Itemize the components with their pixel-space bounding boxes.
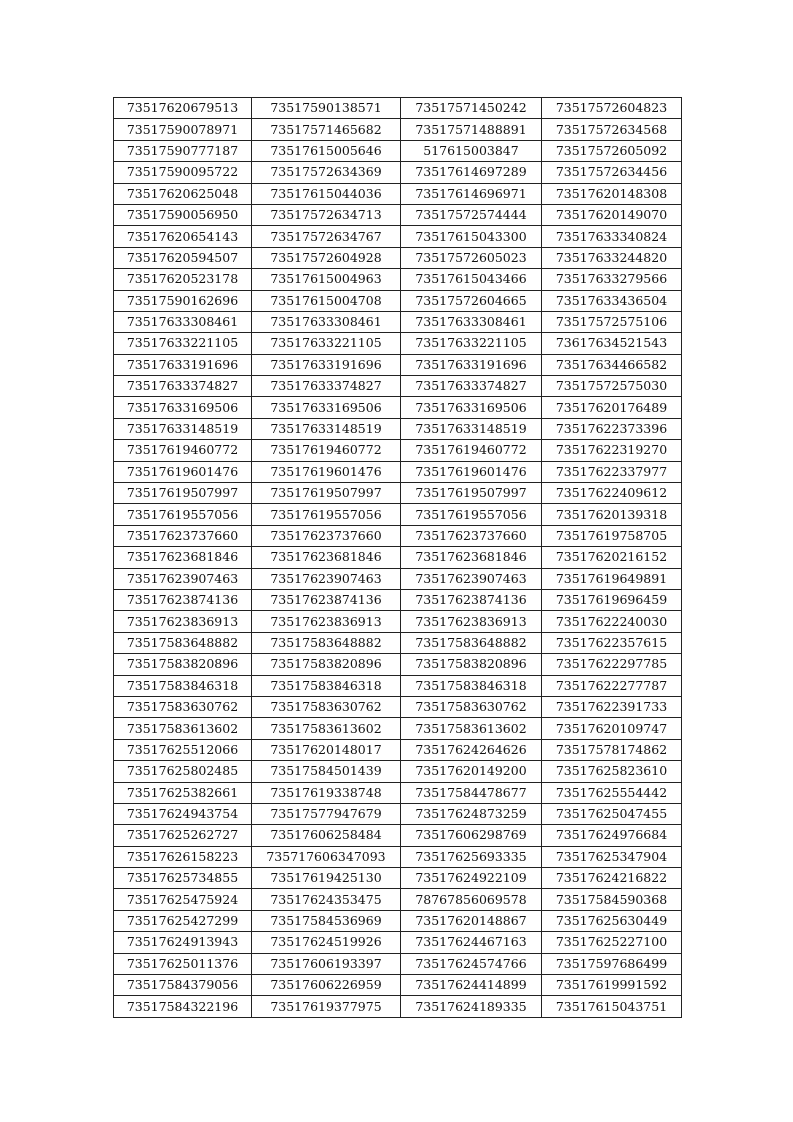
- table-cell: 73517583846318: [252, 675, 401, 696]
- table-row: [114, 119, 682, 140]
- table-cell: 73517624943754: [114, 803, 252, 824]
- table-cell: 73517626158223: [114, 846, 252, 867]
- table-cell: 73517615004963: [252, 269, 401, 290]
- table-cell: 73517571465682: [252, 119, 401, 140]
- table-cell: 73517615043300: [401, 226, 542, 247]
- table-cell: 73517634466582: [542, 354, 682, 375]
- table-cell: 73517624976684: [542, 825, 682, 846]
- table-cell: 73517619338748: [252, 782, 401, 803]
- table-cell: 73517615043466: [401, 269, 542, 290]
- table-cell: 73517625802485: [114, 761, 252, 782]
- table-cell: 73517615044036: [252, 183, 401, 204]
- table-row: [114, 632, 682, 653]
- table-cell: 73517619460772: [252, 440, 401, 461]
- table-cell: 73517623836913: [114, 611, 252, 632]
- table-cell: 73517622357615: [542, 632, 682, 653]
- table-row: [114, 418, 682, 439]
- table-row: [114, 226, 682, 247]
- table-cell: 73517583613602: [252, 718, 401, 739]
- table-cell: 73517622373396: [542, 418, 682, 439]
- table-cell: 73517583648882: [114, 632, 252, 653]
- table-cell: 73517619696459: [542, 589, 682, 610]
- table-cell: 73517625262727: [114, 825, 252, 846]
- table-row: [114, 483, 682, 504]
- table-cell: 73517619507997: [252, 483, 401, 504]
- table-cell: 73517623681846: [401, 547, 542, 568]
- table-row: [114, 739, 682, 760]
- table-cell: 73517624353475: [252, 889, 401, 910]
- table-cell: 73517625475924: [114, 889, 252, 910]
- tracking-number-table: [113, 97, 682, 1018]
- table-cell: 73517583630762: [114, 696, 252, 717]
- table-row: [114, 825, 682, 846]
- table-cell: 73517620594507: [114, 247, 252, 268]
- table-cell: 73517633191696: [401, 354, 542, 375]
- table-cell: 73517633191696: [114, 354, 252, 375]
- table-cell: 73517625734855: [114, 868, 252, 889]
- table-cell: 73517571450242: [401, 98, 542, 119]
- table-body: [114, 98, 682, 1018]
- table-cell: 73517623681846: [252, 547, 401, 568]
- table-row: [114, 376, 682, 397]
- table-cell: 73517633221105: [401, 333, 542, 354]
- table-cell: 73517606258484: [252, 825, 401, 846]
- table-cell: 73517583630762: [252, 696, 401, 717]
- table-row: [114, 547, 682, 568]
- table-cell: 73517619507997: [114, 483, 252, 504]
- table-row: [114, 654, 682, 675]
- table-cell: 73517615005646: [252, 140, 401, 161]
- table-cell: 73517619601476: [401, 461, 542, 482]
- table-cell: 73517624216822: [542, 868, 682, 889]
- table-cell: 73517619507997: [401, 483, 542, 504]
- table-cell: 73517625382661: [114, 782, 252, 803]
- table-cell: 73517583846318: [114, 675, 252, 696]
- table-row: [114, 140, 682, 161]
- table-cell: 73517620679513: [114, 98, 252, 119]
- table-cell: 735717606347093: [252, 846, 401, 867]
- table-cell: 73517623907463: [401, 568, 542, 589]
- table-cell: 73517583648882: [252, 632, 401, 653]
- table-cell: 73517625554442: [542, 782, 682, 803]
- table-cell: 73517619425130: [252, 868, 401, 889]
- table-cell: 73517619758705: [542, 525, 682, 546]
- table-cell: 73517633244820: [542, 247, 682, 268]
- table-row: [114, 975, 682, 996]
- table-cell: 517615003847: [401, 140, 542, 161]
- table-cell: 73517623907463: [252, 568, 401, 589]
- table-cell: 73517622240030: [542, 611, 682, 632]
- table-cell: 73517620654143: [114, 226, 252, 247]
- table-cell: 73517571488891: [401, 119, 542, 140]
- table-cell: 73517622391733: [542, 696, 682, 717]
- table-cell: 73517590078971: [114, 119, 252, 140]
- table-cell: 73517623874136: [114, 589, 252, 610]
- table-cell: 73517583820896: [252, 654, 401, 675]
- table-cell: 73517572605092: [542, 140, 682, 161]
- table-cell: 73517620148308: [542, 183, 682, 204]
- table-cell: 73517623874136: [252, 589, 401, 610]
- table-cell: 73517572575030: [542, 376, 682, 397]
- table-cell: 73517583820896: [114, 654, 252, 675]
- table-cell: 73517606298769: [401, 825, 542, 846]
- table-row: [114, 354, 682, 375]
- table-row: [114, 183, 682, 204]
- table-cell: 73517620139318: [542, 504, 682, 525]
- table-row: [114, 162, 682, 183]
- table-row: [114, 889, 682, 910]
- table-cell: 73517633374827: [114, 376, 252, 397]
- table-cell: 73517623907463: [114, 568, 252, 589]
- table-cell: 73517633148519: [114, 418, 252, 439]
- table-cell: 73517619377975: [252, 996, 401, 1017]
- table-cell: 73517590162696: [114, 290, 252, 311]
- table-cell: 73517620148017: [252, 739, 401, 760]
- table-row: [114, 846, 682, 867]
- table-cell: 73517590056950: [114, 204, 252, 225]
- table-cell: 73517623737660: [401, 525, 542, 546]
- table-cell: 73517623874136: [401, 589, 542, 610]
- table-cell: 73517633169506: [114, 397, 252, 418]
- table-cell: 73517572604665: [401, 290, 542, 311]
- table-cell: 73517619601476: [114, 461, 252, 482]
- table-row: [114, 311, 682, 332]
- table-row: [114, 269, 682, 290]
- table-cell: 73517625427299: [114, 910, 252, 931]
- table-row: [114, 611, 682, 632]
- table-cell: 73517615043751: [542, 996, 682, 1017]
- table-cell: 73517572634568: [542, 119, 682, 140]
- table-cell: 73517584379056: [114, 975, 252, 996]
- table-cell: 73517590095722: [114, 162, 252, 183]
- table-cell: 73517622409612: [542, 483, 682, 504]
- table-cell: 73517584478677: [401, 782, 542, 803]
- table-cell: 73517623737660: [114, 525, 252, 546]
- table-cell: 73517622319270: [542, 440, 682, 461]
- table-cell: 73517623681846: [114, 547, 252, 568]
- table-cell: 73517572634767: [252, 226, 401, 247]
- table-cell: 73517624913943: [114, 932, 252, 953]
- table-cell: 73517625823610: [542, 761, 682, 782]
- table-cell: 73517633191696: [252, 354, 401, 375]
- table-cell: 73517624574766: [401, 953, 542, 974]
- table-cell: 73517584536969: [252, 910, 401, 931]
- table-cell: 73517624264626: [401, 739, 542, 760]
- table-cell: 73517572634369: [252, 162, 401, 183]
- table-cell: 73517633374827: [252, 376, 401, 397]
- table-row: [114, 397, 682, 418]
- table-cell: 73517624189335: [401, 996, 542, 1017]
- table-cell: 73517633221105: [252, 333, 401, 354]
- table-cell: 73517623836913: [252, 611, 401, 632]
- table-cell: 73517633169506: [252, 397, 401, 418]
- table-row: [114, 675, 682, 696]
- table-cell: 73517633221105: [114, 333, 252, 354]
- table-cell: 73517619557056: [252, 504, 401, 525]
- table-cell: 73517572634713: [252, 204, 401, 225]
- table-row: [114, 782, 682, 803]
- table-cell: 73517619601476: [252, 461, 401, 482]
- table-cell: 73517572574444: [401, 204, 542, 225]
- table-cell: 73517625011376: [114, 953, 252, 974]
- table-row: [114, 910, 682, 931]
- table-cell: 73517619557056: [401, 504, 542, 525]
- table-cell: 73517625047455: [542, 803, 682, 824]
- table-cell: 73517620149200: [401, 761, 542, 782]
- table-cell: 73517620625048: [114, 183, 252, 204]
- table-cell: 73517583846318: [401, 675, 542, 696]
- table-cell: 73517583613602: [114, 718, 252, 739]
- table-cell: 73517625693335: [401, 846, 542, 867]
- table-row: [114, 696, 682, 717]
- table-cell: 73517620176489: [542, 397, 682, 418]
- table-cell: 73517633340824: [542, 226, 682, 247]
- table-cell: 73517624467163: [401, 932, 542, 953]
- table-cell: 73517633148519: [252, 418, 401, 439]
- table-cell: 73517619557056: [114, 504, 252, 525]
- table-cell: 73517633279566: [542, 269, 682, 290]
- table-cell: 73517620148867: [401, 910, 542, 931]
- table-cell: 73517583630762: [401, 696, 542, 717]
- table-cell: 73517583613602: [401, 718, 542, 739]
- table-cell: 73517572604823: [542, 98, 682, 119]
- table-cell: 73517622277787: [542, 675, 682, 696]
- table-cell: 73517622297785: [542, 654, 682, 675]
- table-cell: 73517620216152: [542, 547, 682, 568]
- table-cell: 73517623836913: [401, 611, 542, 632]
- table-row: [114, 461, 682, 482]
- table-row: [114, 504, 682, 525]
- table-cell: 78767856069578: [401, 889, 542, 910]
- table-row: [114, 718, 682, 739]
- table-cell: 73517584590368: [542, 889, 682, 910]
- table-cell: 73517624414899: [401, 975, 542, 996]
- table-cell: 73517620109747: [542, 718, 682, 739]
- table-cell: 73517577947679: [252, 803, 401, 824]
- table-cell: 73517584501439: [252, 761, 401, 782]
- table-cell: 73517590138571: [252, 98, 401, 119]
- table-row: [114, 996, 682, 1017]
- table-cell: 73517620523178: [114, 269, 252, 290]
- table-cell: 73517633436504: [542, 290, 682, 311]
- table-row: [114, 98, 682, 119]
- table-cell: 73517625227100: [542, 932, 682, 953]
- table-row: [114, 589, 682, 610]
- table-cell: 73517624922109: [401, 868, 542, 889]
- table-cell: 73517606226959: [252, 975, 401, 996]
- table-cell: 73517633374827: [401, 376, 542, 397]
- table-cell: 73517619649891: [542, 568, 682, 589]
- table-cell: 73617634521543: [542, 333, 682, 354]
- table-cell: 73517633169506: [401, 397, 542, 418]
- table-cell: 73517633308461: [401, 311, 542, 332]
- table-row: [114, 761, 682, 782]
- table-cell: 73517590777187: [114, 140, 252, 161]
- table-cell: 73517572604928: [252, 247, 401, 268]
- table-cell: 73517623737660: [252, 525, 401, 546]
- table-cell: 73517622337977: [542, 461, 682, 482]
- table-cell: 73517615004708: [252, 290, 401, 311]
- table-cell: 73517583820896: [401, 654, 542, 675]
- table-cell: 73517578174862: [542, 739, 682, 760]
- table-cell: 73517619991592: [542, 975, 682, 996]
- table-row: [114, 953, 682, 974]
- table-row: [114, 333, 682, 354]
- table-cell: 73517572575106: [542, 311, 682, 332]
- table-row: [114, 932, 682, 953]
- table-cell: 73517625347904: [542, 846, 682, 867]
- table-cell: 73517633308461: [114, 311, 252, 332]
- table-cell: 73517633148519: [401, 418, 542, 439]
- table-row: [114, 204, 682, 225]
- table-cell: 73517633308461: [252, 311, 401, 332]
- table-cell: 73517625630449: [542, 910, 682, 931]
- table-cell: 73517619460772: [401, 440, 542, 461]
- table-row: [114, 525, 682, 546]
- table-row: [114, 247, 682, 268]
- table-row: [114, 803, 682, 824]
- table-cell: 73517620149070: [542, 204, 682, 225]
- table-cell: 73517619460772: [114, 440, 252, 461]
- table-row: [114, 868, 682, 889]
- table-cell: 73517572605023: [401, 247, 542, 268]
- table-row: [114, 568, 682, 589]
- table-cell: 73517614696971: [401, 183, 542, 204]
- table-cell: 73517624519926: [252, 932, 401, 953]
- table-row: [114, 440, 682, 461]
- table-row: [114, 290, 682, 311]
- table-cell: 73517583648882: [401, 632, 542, 653]
- table-cell: 73517624873259: [401, 803, 542, 824]
- table-cell: 73517584322196: [114, 996, 252, 1017]
- table-cell: 73517597686499: [542, 953, 682, 974]
- table-cell: 73517606193397: [252, 953, 401, 974]
- table-cell: 73517614697289: [401, 162, 542, 183]
- table-cell: 73517625512066: [114, 739, 252, 760]
- table-cell: 73517572634456: [542, 162, 682, 183]
